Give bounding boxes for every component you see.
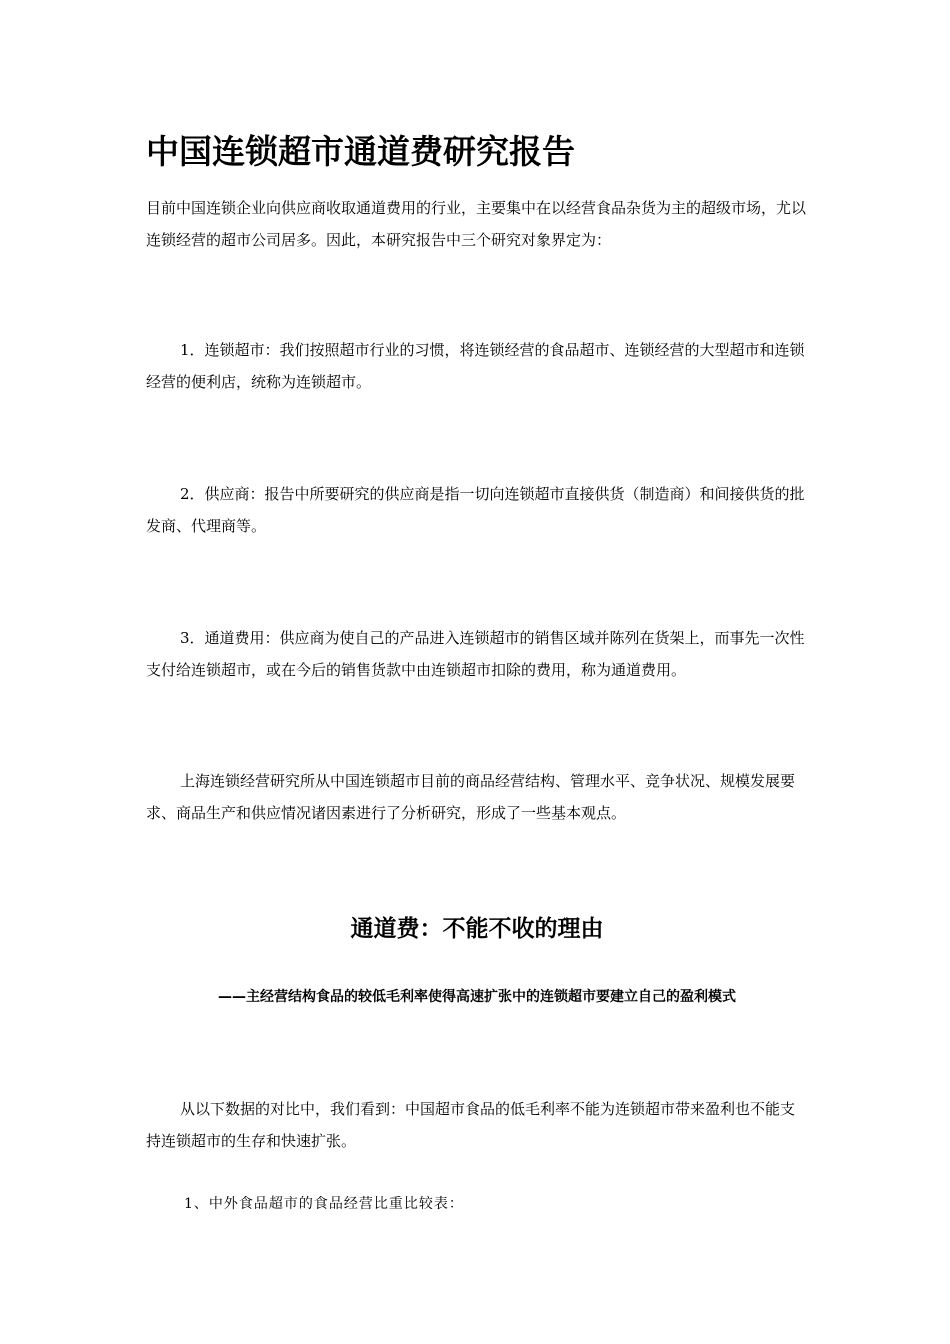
definition-channel-fee: 3．通道费用：供应商为使自己的产品进入连锁超市的销售区域并陈列在货架上，而事先一次性支付给连锁超市，或在今后的销售货款中由连锁超市扣除的费用，称为通道费用。 (146, 629, 805, 679)
definition-supplier: 2．供应商：报告中所要研究的供应商是指一切向连锁超市直接供货（制造商）和间接供货的批发商、代理商等。 (146, 485, 805, 535)
section-heading: 通道费：不能不收的理由 (350, 916, 604, 942)
table-caption: 1、中外食品超市的食品经营比重比较表： (184, 1196, 464, 1212)
research-paragraph: 上海连锁经营研究所从中国连锁超市目前的商品经营结构、管理水平、竞争状况、规模发展要求、商品生产和供应情况诸因素进行了分析研究，形成了一些基本观点。 (146, 772, 796, 822)
intro-paragraph: 目前中国连锁企业向供应商收取通道费用的行业，主要集中在以经营食品杂货为主的超级市场，尤以连锁经营的超市公司居多。因此，本研究报告中三个研究对象界定为： (146, 199, 807, 249)
document-title: 中国连锁超市通道费研究报告 (146, 132, 575, 171)
definition-chain-supermarket: 1．连锁超市：我们按照超市行业的习惯，将连锁经营的食品超市、连锁经营的大型超市和连锁经营的便利店，统称为连锁超市。 (146, 341, 805, 391)
section-subheading: ——主经营结构食品的较低毛利率使得高速扩张中的连锁超市要建立自己的盈利模式 (218, 989, 736, 1005)
section-body-paragraph: 从以下数据的对比中，我们看到：中国超市食品的低毛利率不能为连锁超市带来盈利也不能支持连锁超市的生存和快速扩张。 (146, 1100, 796, 1150)
